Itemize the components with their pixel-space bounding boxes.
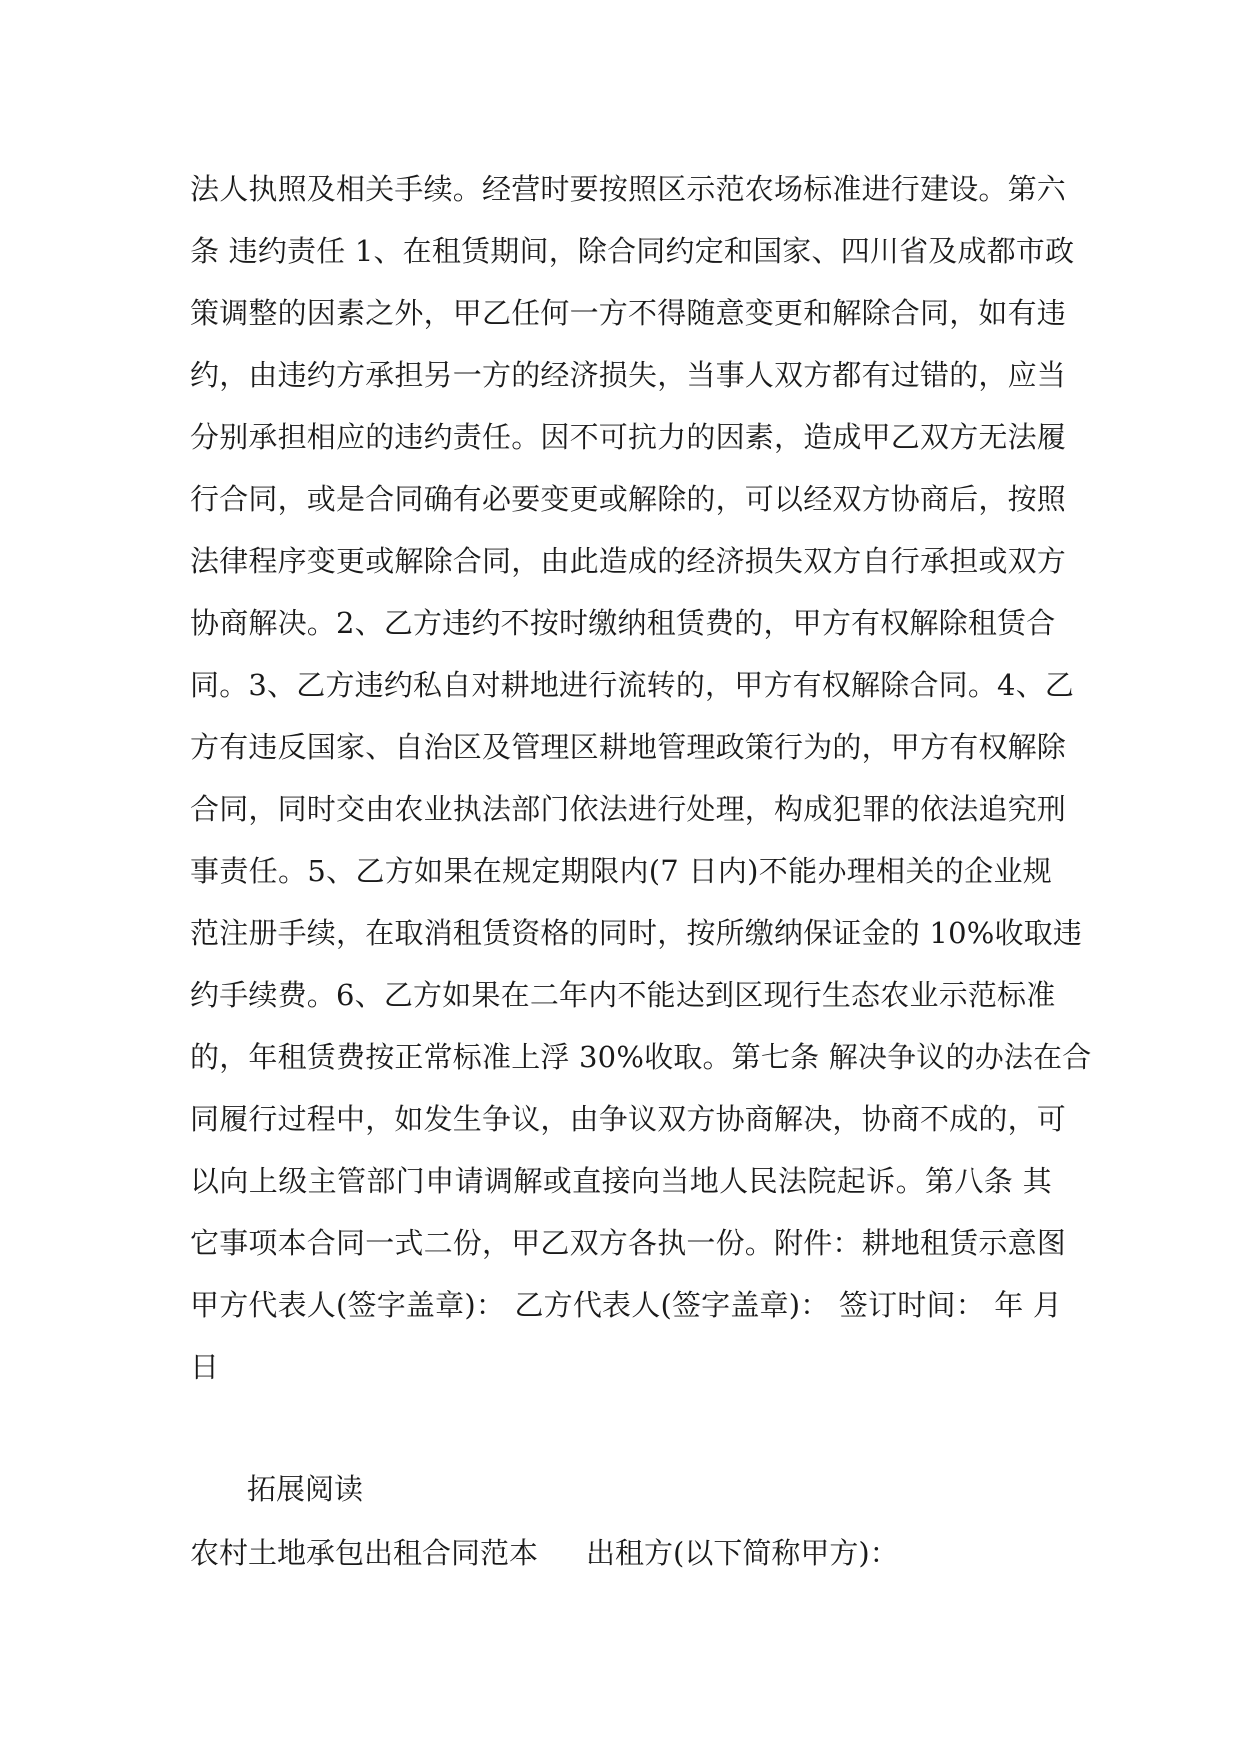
text-line: 的，年租赁费按正常标准上浮 30%收取。第七条 解决争议的办法在合 (190, 1040, 1092, 1074)
text-line: 分别承担相应的违约责任。因不可抗力的因素，造成甲乙双方无法履 (190, 420, 1067, 454)
text-line: 合同，同时交由农业执法部门依法进行处理，构成犯罪的依法追究刑 (190, 792, 1067, 826)
text-line: 法人执照及相关手续。经营时要按照区示范农场标准进行建设。第六 (190, 172, 1067, 206)
contract-body (190, 158, 1092, 1398)
text-line: 约手续费。6、乙方如果在二年内不能达到区现行生态农业示范标准 (190, 978, 1056, 1012)
text-line: 条 违约责任 1、在租赁期间，除合同约定和国家、四川省及成都市政 (190, 234, 1075, 268)
text-line: 协商解决。2、乙方违约不按时缴纳租赁费的，甲方有权解除租赁合 (190, 606, 1056, 640)
lessor-clause: 出租方(以下简称甲方)： (586, 1536, 899, 1570)
text-line: 策调整的因素之外，甲乙任何一方不得随意变更和解除合同，如有违 (190, 296, 1067, 330)
text-line: 事责任。5、乙方如果在规定期限内(7 日内)不能办理相关的企业规 (190, 854, 1052, 888)
text-line: 法律程序变更或解除合同，由此造成的经济损失双方自行承担或双方 (190, 544, 1067, 578)
text-line: 以向上级主管部门申请调解或直接向当地人民法院起诉。第八条 其 (190, 1164, 1052, 1198)
signature-line: 甲方代表人(签字盖章)： 乙方代表人(签字盖章)： 签订时间： 年 月 (190, 1288, 1063, 1322)
text-line: 它事项本合同一式二份，甲乙双方各执一份。附件：耕地租赁示意图 (190, 1226, 1067, 1260)
extended-reading-heading: 拓展阅读 (247, 1472, 364, 1506)
next-contract-title: 农村土地承包出租合同范本 (190, 1536, 539, 1570)
next-contract-title-line (190, 1522, 899, 1584)
text-line: 约，由违约方承担另一方的经济损失，当事人双方都有过错的，应当 (190, 358, 1067, 392)
text-line: 日 (190, 1350, 220, 1384)
text-line: 同履行过程中，如发生争议，由争议双方协商解决，协商不成的，可 (190, 1102, 1067, 1136)
text-line: 同。3、乙方违约私自对耕地进行流转的，甲方有权解除合同。4、乙 (190, 668, 1075, 702)
text-line: 范注册手续，在取消租赁资格的同时，按所缴纳保证金的 10%收取违 (190, 916, 1083, 950)
text-line: 行合同，或是合同确有必要变更或解除的，可以经双方协商后，按照 (190, 482, 1067, 516)
text-line: 方有违反国家、自治区及管理区耕地管理政策行为的，甲方有权解除 (190, 730, 1067, 764)
